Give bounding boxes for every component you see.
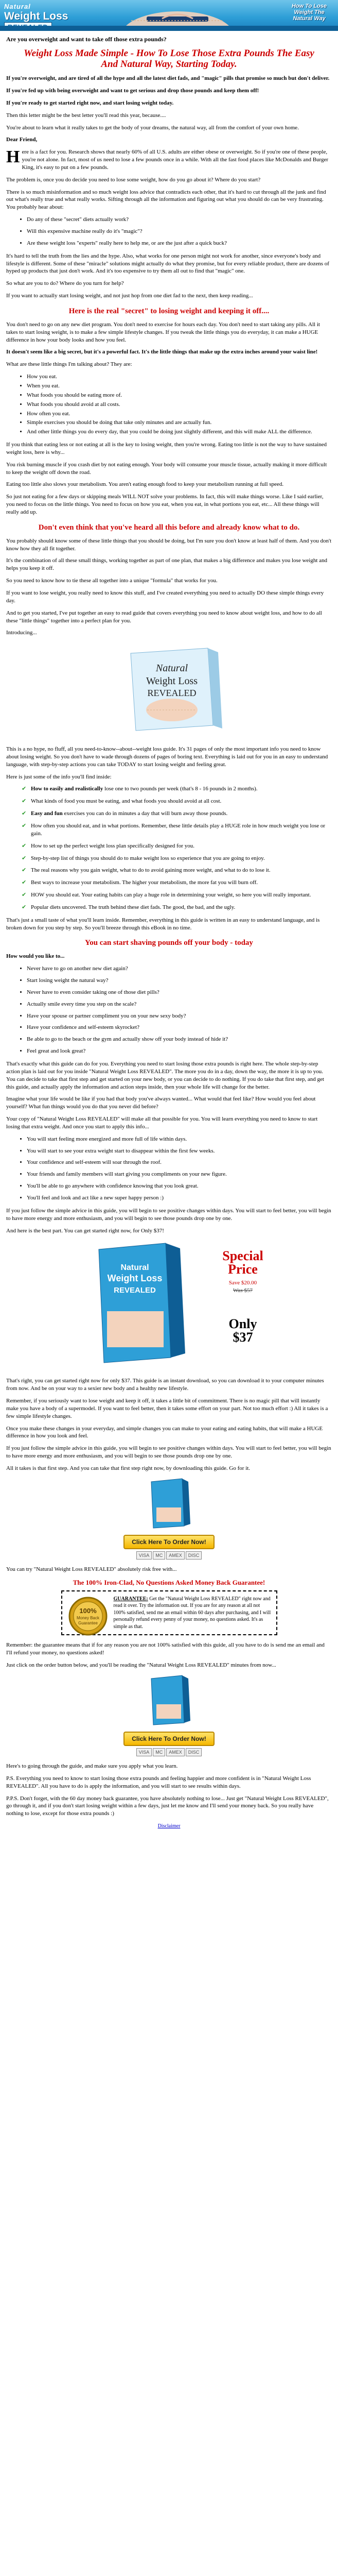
list-item: • Your confidence and self-esteem will soar through the roof. xyxy=(27,1159,332,1166)
body1-p1-text: ere is a fact for you. Research shows that nearly 60% of all U.S. adults are either obese or overweight. So if you're one of these people, you're not alone. In fact, most of us need to lose a few pounds once in a while. With all the fast food places like McDonalds and Burger King, it's easy to put on a few pounds. xyxy=(22,149,329,171)
only-label: Only xyxy=(228,1316,257,1332)
logo-line-2: Weight Loss xyxy=(4,10,68,22)
svg-text:100%: 100% xyxy=(79,1606,97,1615)
never-heard-p1: You probably should know some of these little things that you should be doing, but I'm sure you don't know at least half of them. And you don't know how they all fit together. xyxy=(6,537,332,552)
never-heard-p5: And to get you started, I've put together an easy to read guide that covers everything you need to know about weight loss, and how to do all these "little things" together into a perfect plan for you. xyxy=(6,609,322,624)
order-box-2 xyxy=(6,1674,332,1756)
woman-figure-image xyxy=(111,0,244,28)
list-item: • How often you eat. xyxy=(27,410,332,418)
mastercard-icon: MC xyxy=(153,1748,165,1756)
special-price-label xyxy=(209,1249,276,1295)
final-p1-text: Remember: the guarantee means that if for any reason you are not 100% satisfied with this guide, all you have to do is send me an email and I'll refund your money, no questions asked! xyxy=(6,1642,325,1656)
feature-item: ✔ The real reasons why you gain weight, what to do to avoid gaining more weight, and what to do to lose it. xyxy=(22,867,271,874)
list-item: • Never have to go on another new diet again? xyxy=(27,965,332,973)
box-line-3: REVEALED xyxy=(114,1286,156,1295)
discover-card-icon: DISC xyxy=(186,1748,202,1756)
checkmark-icon: ✔ xyxy=(22,879,27,886)
shave-p3: Imagine what your life would be like if you had that body you've always wanted... What would that feel like? How would you feel about yourself? What fun things would you do that you never did before? xyxy=(6,1096,316,1110)
checkmark-icon: ✔ xyxy=(22,798,27,805)
intro-p3: If you're ready to get started right now, and start losing weight today. xyxy=(6,99,174,106)
checkmark-icon: ✔ xyxy=(22,854,27,861)
intro-p5: You're about to learn what it really takes to get the body of your dreams, the natural way, all from the comfort of your own home. xyxy=(6,124,299,131)
never-heard-p2: It's the combination of all these small things, working together as part of one plan, that makes a big difference and makes you lose weight and helps you keep it off. xyxy=(6,557,328,572)
order-now-button-2[interactable]: Click Here To Order Now! xyxy=(123,1732,214,1746)
greeting: Dear Friend, xyxy=(6,137,38,143)
list-item: • What foods you should avoid at all costs. xyxy=(27,401,332,409)
order-box-1 xyxy=(6,1478,332,1560)
list-item: • Feel great and look great? xyxy=(27,1047,332,1055)
visa-card-icon: VISA xyxy=(136,1748,152,1756)
only-value: $37 xyxy=(233,1330,253,1345)
closing-p1: That's right, you can get started right now for only $37. This guide is an instant download, so you can download it to your computer minutes from now. And be on your way to a sexier new body and a healthy new lifestyle. xyxy=(6,1378,324,1392)
svg-text:Money Back: Money Back xyxy=(76,1615,99,1620)
feature-item: ✔ HOW you should eat. Your eating habits can play a huge role in determining your weight, so here you will really important. xyxy=(22,891,311,899)
cover-line-2: Weight Loss xyxy=(146,675,198,687)
list-item: • Start losing weight the natural way? xyxy=(27,977,332,985)
never-heard-p6: Introducing... xyxy=(6,630,37,636)
secret-heading: Here is the real "secret" to losing weight and keeping it off.... xyxy=(68,307,270,315)
feature-item: ✔ How to set up the perfect weight loss plan specifically designed for you. xyxy=(22,842,195,849)
checkmark-icon: ✔ xyxy=(22,810,27,817)
checkmark-icon: ✔ xyxy=(22,842,27,849)
closing-p4: If you just follow the simple advice in this guide, you will begin to see positive changes within days. You will start to feel better, you will begin to have more energy and more enthusiasm, and you will begin to see those pounds drop one by one. xyxy=(6,1445,331,1460)
intro-question: Are you overweight and want to take off those extra pounds? xyxy=(6,36,167,43)
logo-line-1: Natural xyxy=(4,3,31,10)
list-item: • Are these weight loss "experts" really here to help me, or are the just after a quick buck? xyxy=(27,240,332,247)
feature-item: ✔ Step-by-step list of things you should do to make weight loss so experience that you are going to enjoy. xyxy=(22,854,265,861)
sales-letter xyxy=(0,35,338,1830)
feature-item: ✔ Best ways to increase your metabolism. The higher your metabolism, the more fat you will burn off. xyxy=(22,879,258,886)
payment-cards-2 xyxy=(6,1748,332,1756)
checkmark-icon: ✔ xyxy=(22,903,27,910)
guarantee-seal-icon xyxy=(67,1596,109,1637)
cover-line-3: REVEALED xyxy=(147,688,196,699)
guarantee-label: GUARANTEE: xyxy=(113,1596,148,1602)
list-item: • Be able to go to the beach or the gym and actually show off your body instead of hide it? xyxy=(27,1036,332,1043)
secret-p7: So just not eating for a few days or skipping meals WILL NOT solve your problems. In fact, this will make things worse. Like I said earlier, you need to focus on the little things. You need to focus on how you eat, when you eat, in what portions you eat, etc... All these things will really add up. xyxy=(6,494,324,515)
disclaimer-link[interactable]: Disclaimer xyxy=(157,1823,181,1829)
feature-item: ✔ How to easily and realistically lose one to two pounds per week (that's 8 - 16 pounds in 2 months). xyxy=(22,785,258,792)
guarantee-box xyxy=(61,1590,277,1636)
mastercard-icon: MC xyxy=(153,1551,165,1560)
discover-card-icon: DISC xyxy=(186,1551,202,1560)
box-line-2: Weight Loss xyxy=(107,1273,163,1284)
product-p2: Here is just some of the info you'll find inside: xyxy=(6,773,112,780)
disclaimer xyxy=(6,1822,332,1830)
shave-p5: If you just follow the simple advice in this guide, you will begin to see positive changes within days. You will start to feel better, you will begin to have more energy and more enthusiasm, and you will begin to see those pounds drop one by one. xyxy=(6,1207,331,1222)
secret-p1: You don't need to go on any new diet program. You don't need to exercise for hours each day. You don't need to start taking any pills. All it takes to start losing weight, is to make a few simple lifestyle changes. If you tweak the little things you do everyday, it can make a HUGE difference in how your body looks and how you feel. xyxy=(6,321,320,343)
closing-p3: Once you make these changes in your everyday, and simple changes you can make to your eating and eating habits, that will make a HUGE difference in how you look and feel. xyxy=(6,1425,323,1439)
list-item: • Do any of these "secret" diets actually work? xyxy=(27,216,332,224)
list-item: • Will this expensive machine really do it's "magic"? xyxy=(27,228,332,235)
feature-list xyxy=(22,785,332,911)
closing-p5: All it takes is that first step. And you can take that first step right now, by downloading this guide. Go for it. xyxy=(6,1465,251,1471)
never-heard-p4: If you want to lose weight, you really need to know this stuff, and I've created everything you need to actually DO these simple things every day. xyxy=(6,590,324,604)
guarantee-title: The 100% Iron-Clad, No Questions Asked Money Back Guarantee! xyxy=(73,1578,265,1586)
list-item: • You will start to see your extra weight start to disappear within the first few weeks. xyxy=(27,1147,332,1155)
doubt-list xyxy=(27,216,332,247)
list-item: • How you eat. xyxy=(27,373,332,381)
final-p4: P.S. Everything you need to know to start losing those extra pounds and feeling happier and more confident is in "Natural Weight Loss REVEALED". All you have to do is apply the information, and you will start to see results within days. xyxy=(6,1775,311,1789)
body1-p4: It's hard to tell the truth from the lies and the hype. Also, what works for one person might not work for another, since everyone's body and lifestyle is different. Some of these "miracle" solutions might actually do what they promise, but for every reliable product, there are dozens of hyped up products that just don't work. And it's too expensive to try them all out to find that "magic" one. xyxy=(6,252,329,275)
secret-p3: What are these little things I'm talking about? They are: xyxy=(6,361,132,368)
benefits-list xyxy=(27,1136,332,1202)
secret-p4: If you think that eating less or not eating at all is the key to losing weight, then you're wrong. Eating too little is not the way to have sustained weight loss, here is why... xyxy=(6,442,327,455)
list-item: • Never have to even consider taking one of those diet pills? xyxy=(27,989,332,996)
body1-p3: There is so much misinformation and so much weight loss advice that contradicts each other, that it's hard to cut through all the junk and find out what's really true and what really works. Sifting through all the information and figuring out what you should do can be very frustrating. You probably hear about: xyxy=(6,189,326,211)
list-item: • Have your confidence and self-esteem skyrocket? xyxy=(27,1024,332,1031)
list-item: • Your friends and family members will start giving you compliments on your new figure. xyxy=(27,1171,332,1178)
header-bottom-band xyxy=(0,26,338,31)
list-item: • You'll feel and look and act like a new super happy person :) xyxy=(27,1194,332,1202)
feature-item: ✔ How often you should eat, and in what portions. Remember, these little details play a HUGE role in how much weight you lose or gain. xyxy=(22,822,326,837)
intro-p2: If you're fed up with being overweight and want to get serious and drop those pounds and keep them off! xyxy=(6,88,259,94)
drop-cap: H xyxy=(6,147,20,167)
ebook-box-image xyxy=(88,1239,191,1368)
product-cover-hero xyxy=(6,643,332,738)
ebook-thumbnail xyxy=(146,1674,192,1726)
final-p5: P.P.S. Don't forget, with the 60 day money back guarantee, you have absolutely nothing to lose... Just get "Natural Weight Loss REVEALED", go through it, and if you don't start losing weight within a few days, just let me know and I'll send your money back. So you really have nothing to lose, except for those extra pounds :) xyxy=(6,1795,329,1817)
final-p1 xyxy=(6,1641,332,1657)
intro-p4: Then this letter might be the best letter you'll read this year, because.... xyxy=(6,112,166,118)
never-heard-p3: So you need to know how to tie these all together into a unique "formula" that works for you. xyxy=(6,578,218,584)
list-item: • When you eat. xyxy=(27,382,332,390)
cover-line-1: Natural xyxy=(155,663,188,674)
closing-p6: You can try "Natural Weight Loss REVEALED" absolutely risk free with... xyxy=(6,1566,177,1572)
feature-item: ✔ Popular diets uncovered. The truth behind these diet fads. The good, the bad, and the ugly. xyxy=(22,903,236,910)
shave-p2: That's exactly what this guide can do for you. Everything you need to start losing those extra pounds is right here. The whole step-by-step action plan is laid out for you inside "Natural Weight Loss REVEALED". The more you do in a day, down the way, the more it is up to you. You can decide to take that first step and get started on your new body, or you can decide to do nothing. If you do take that first step, and get this guide, and actually apply the information and action steps inside, then your whole life will change for the better. xyxy=(6,1061,324,1090)
feature-item: ✔ What kinds of food you must be eating, and what foods you should avoid at all cost. xyxy=(22,798,222,805)
checkmark-icon: ✔ xyxy=(22,867,27,874)
only-price xyxy=(209,1317,276,1344)
body1-p1 xyxy=(6,148,332,172)
box-line-1: Natural xyxy=(120,1263,149,1273)
visa-card-icon: VISA xyxy=(136,1551,152,1560)
ebook-thumbnail xyxy=(146,1478,192,1529)
amex-card-icon: AMEX xyxy=(166,1748,185,1756)
list-item: • Actually smile every time you step on the scale? xyxy=(27,1001,332,1008)
list-item: • Have your spouse or partner compliment you on your new sexy body? xyxy=(27,1012,332,1020)
feature-item: ✔ Easy and fun exercises you can do in minutes a day that will burn away those pounds. xyxy=(22,810,228,817)
header-banner xyxy=(0,0,338,31)
product-p3: That's just a small taste of what you'll learn inside. Remember, everything in this guide is written in an easy to understand language, and is broken down for you step by step. So you'll breeze through this eBook in no time. xyxy=(6,917,320,931)
body1-p2: The problem is, once you do decide you need to lose some weight, how do you go about it? Where do you start? xyxy=(6,176,261,183)
svg-text:Guarantee: Guarantee xyxy=(78,1620,98,1625)
secret-p5: You risk burning muscle if you crash diet by not eating enough. Your body will consume your muscle tissue, actually making it more difficult to keep the weight off down the road. xyxy=(6,461,327,476)
save-amount: Save $20.00 xyxy=(228,1280,257,1286)
little-things-list xyxy=(27,373,332,436)
list-item: • And other little things you do every day, that you could be doing just slightly different, and this will make ALL the difference. xyxy=(27,428,332,436)
price-block xyxy=(6,1239,332,1373)
shave-p6: And here is the best part. You can get started right now, for Only $37! xyxy=(6,1227,164,1234)
order-now-button[interactable]: Click Here To Order Now! xyxy=(123,1535,214,1549)
checkmark-icon: ✔ xyxy=(22,785,27,792)
shave-p1: How would you like to... xyxy=(6,953,65,960)
guarantee-text: Get the "Natural Weight Loss REVEALED" right now and read it over. Try the information out. If you are for any reason at all not 100% satisfied, send me an email within 60 days after purchasing, and I will personally refund every penny of your money, no questions asked. It's as simple as that. xyxy=(113,1596,271,1630)
special-price-title: Special Price xyxy=(222,1248,263,1277)
list-item: • You'll be able to go anywhere with confidence knowing that you look great. xyxy=(27,1182,332,1190)
body1-p5: So what are you to do? Where do you turn for help? xyxy=(6,280,124,287)
was-price: Was $57 xyxy=(233,1287,253,1294)
product-p1: This is a no hype, no fluff, all you need-to-know--about--weight loss guide. It's 31 pages of only the most important info you need to know about losing weight. So you don't have to wade through dozens of pages of boring text. Everything is laid out for you in an easy to understand language, with step-by-step actions you can take TODAY to start losing weight and feeling great. xyxy=(6,746,328,768)
shave-heading: You can start shaving pounds off your body - today xyxy=(85,939,253,947)
final-p3: Here's to going through the guide, and make sure you apply what you learn. xyxy=(6,1763,178,1769)
header-tagline: How To Lose Weight The Natural Way xyxy=(291,3,327,22)
list-item: • You will start feeling more energized and more full of life within days. xyxy=(27,1136,332,1143)
final-p2: Just click on the order button below, and you'll be reading the "Natural Weight Loss REVEALED" minutes from now... xyxy=(6,1662,276,1668)
closing-p2: Remember, if you seriously want to lose weight and keep it off, it takes a little bit of commitment. There is no magic pill that will instantly make you have a body of a supermodel. If you want to feel better, then it takes some effort on your part. Not too much effort :) All it takes is a few simple lifestyle changes. xyxy=(6,1398,328,1419)
checkmark-icon: ✔ xyxy=(22,891,27,899)
secret-p6: Eating too little also slows your metabolism. You aren't eating enough food to keep your metabolism running at full speed. xyxy=(6,481,284,488)
list-item: • Simple exercises you should be doing that take only minutes and are actually fun. xyxy=(27,419,332,427)
never-heard-heading: Don't even think that you've heard all this before and already know what to do. xyxy=(38,523,300,532)
secret-p2: It doesn't seem like a big secret, but it's a powerful fact. It's the little things that make up the extra inches around your waist line! xyxy=(6,349,318,355)
ebook-cover-image xyxy=(110,643,228,736)
list-item: • What foods you should be eating more of. xyxy=(27,392,332,399)
main-headline: Weight Loss Made Simple - How To Lose Those Extra Pounds The Easy And Natural Way, Starting Today. xyxy=(24,48,314,70)
checkmark-icon: ✔ xyxy=(22,822,27,829)
amex-card-icon: AMEX xyxy=(166,1551,185,1560)
body1-p6: If you want to actually start losing weight, and not just hop from one diet fad to the next, then keep reading... xyxy=(6,293,253,299)
intro-p1: If you're overweight, and are tired of all the hype and all the latest diet fads, and "magic" pills that promise so much but don't deliver. xyxy=(6,75,330,82)
payment-cards xyxy=(6,1551,332,1560)
shave-p4: Your copy of "Natural Weight Loss REVEALED" will make all that possible for you. You will learn everything you need to know to start losing that extra weight. And once you start to apply this info... xyxy=(6,1116,318,1130)
how-would-you-like-list xyxy=(27,965,332,1055)
